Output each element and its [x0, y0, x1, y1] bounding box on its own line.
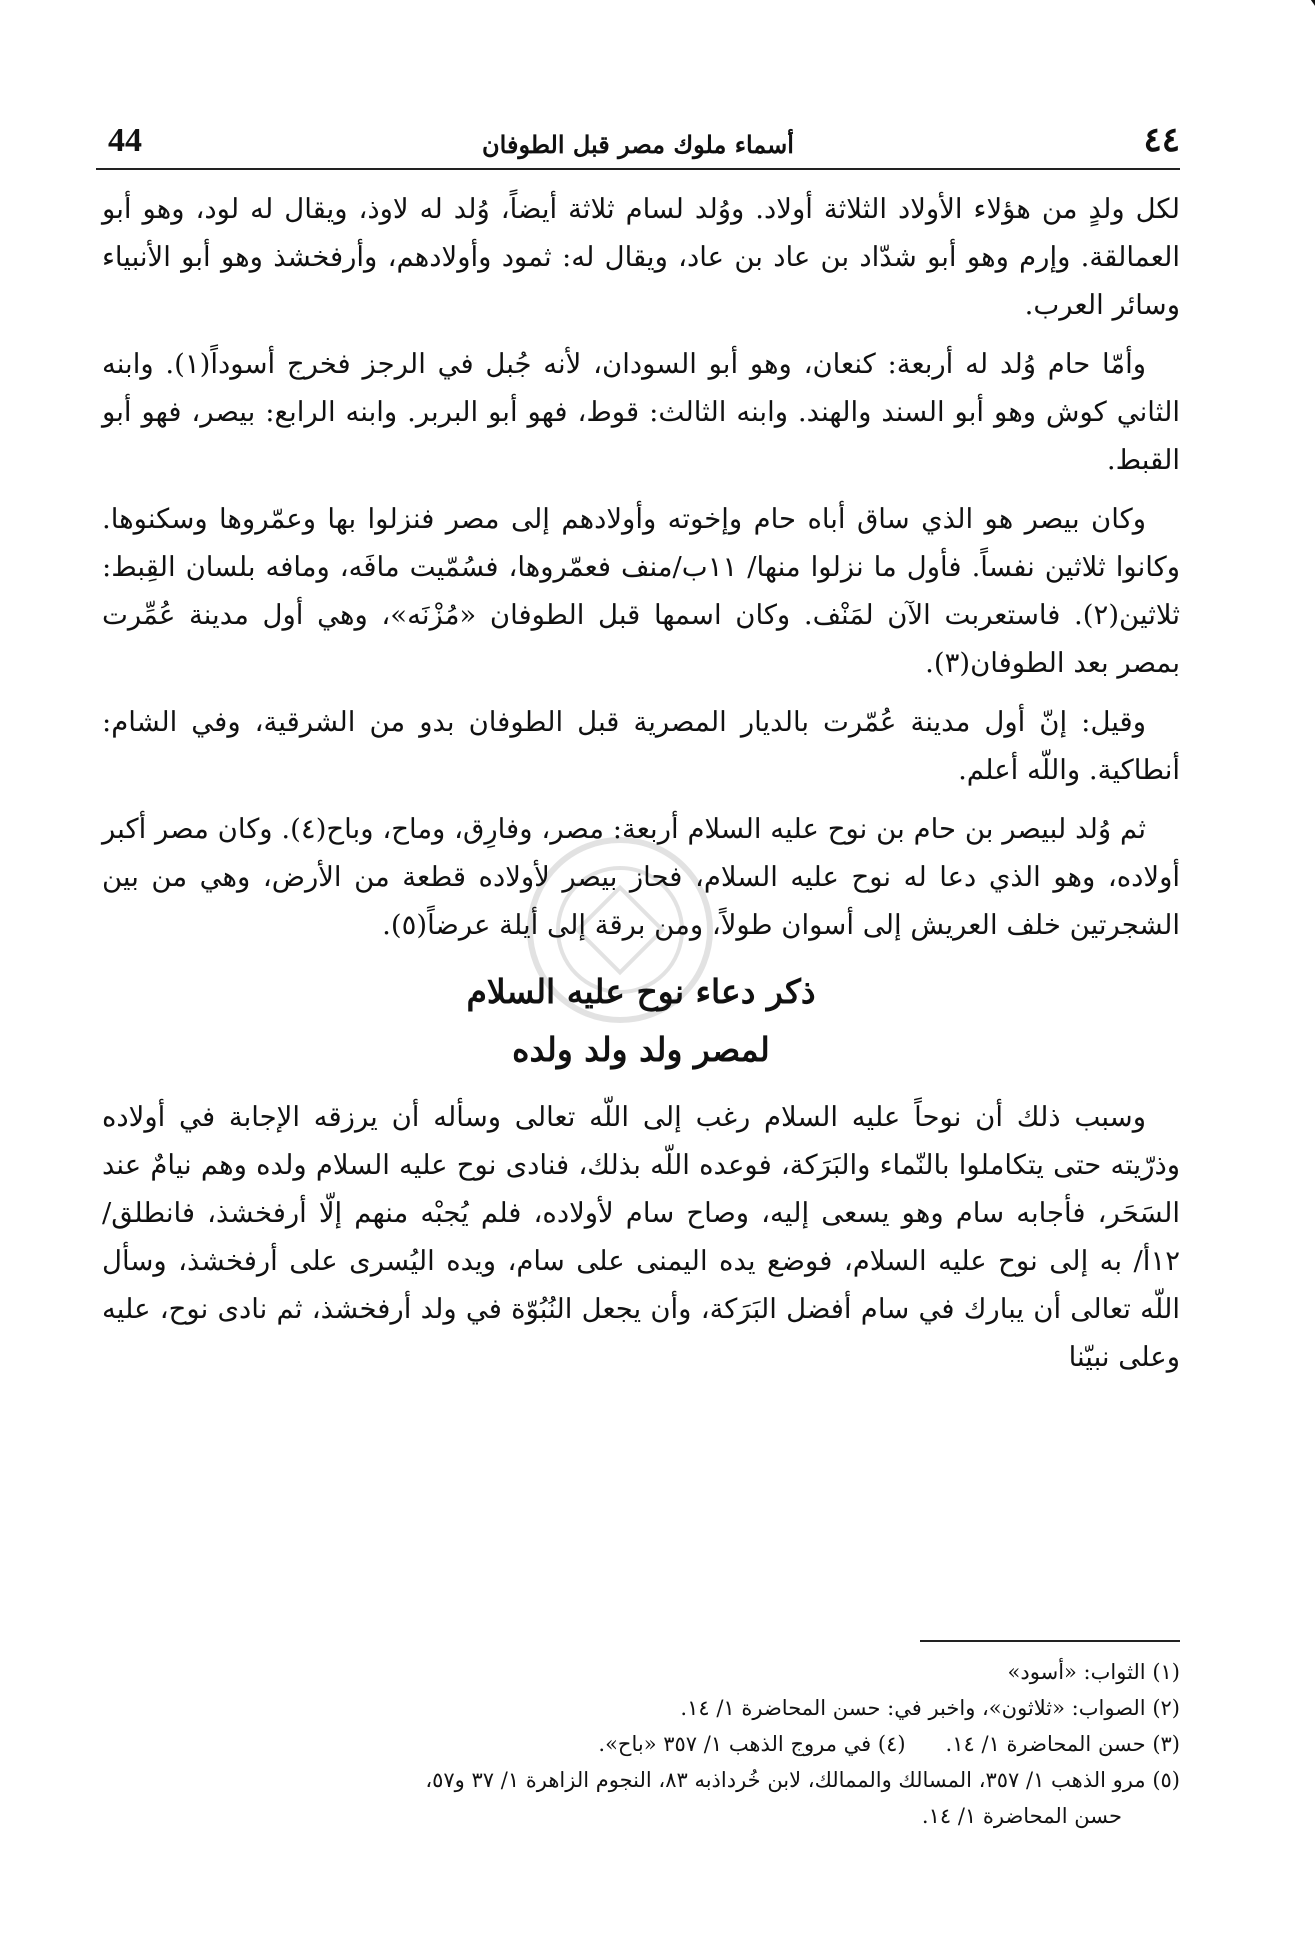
paragraph-2: وأمّا حام وُلد له أربعة: كنعان، وهو أبو السودان، لأنه جُبل في الرجز فخرج أسوداً(١). وابنه الثاني كوش وهو أبو السند والهند. وابنه الثالث: قوط، فهو أبو البربر. وابنه الرابع: بيصر، فهو أبو القبط. [102, 348, 1180, 476]
paragraph-5: ثم وُلد لبيصر بن حام بن نوح عليه السلام أربعة: مصر، وفارِق، وماح، وباح(٤). وكان مصر أكبر أولاده، وهو الذي دعا له نوح عليه السلام، فحاز بيصر لأولاده قطعة من الأرض، وهي من بين الشجرتين خلف العريش إلى أسوان طولاً، ومن برقة إلى أيلة عرضاً(٥). [102, 813, 1180, 941]
footnote-4: (٤) في مروج الذهب ١/ ٣٥٧ «باح». [598, 1732, 906, 1756]
footnote-3: (٣) حسن المحاضرة ١/ ١٤. [945, 1732, 1180, 1756]
main-text [102, 185, 1180, 1392]
section-heading [102, 963, 1180, 1079]
footnotes [102, 1640, 1180, 1834]
section-heading-line-1: ذكر دعاء نوح عليه السلام [466, 972, 816, 1011]
paragraph-3: وكان بيصر هو الذي ساق أباه حام وإخوته وأولادهم إلى مصر فنزلوا بها وعمّروها وسكنوها. وكانوا ثلاثين نفساً. فأول ما نزلوا منها/ ١١ب/منف فعمّروها، فسُمّيت مافَه، ومافه بلسان القِبط: ثلاثين(٢). فاستعربت الآن لمَنْف. وكان اسمها قبل الطوفان «مُزْنَه»، وهي أول مدينة عُمِّرت بمصر بعد الطوفان(٣). [102, 503, 1180, 679]
footnote-2: (٢) الصواب: «ثلاثون»، واخبر في: حسن المحاضرة ١/ ١٤. [680, 1696, 1180, 1720]
running-title: أسماء ملوك مصر قبل الطوفان [482, 130, 794, 159]
section-heading-line-2: لمصر ولد ولد ولده [512, 1030, 770, 1069]
page-number-arabic: ٤٤ [1143, 120, 1180, 160]
section-body: وسبب ذلك أن نوحاً عليه السلام رغب إلى اللّه تعالى وسأله أن يرزقه الإجابة في أولاده وذرّيته حتى يتكاملوا بالنّماء والبَرَكة، فوعده اللّه بذلك، فنادى نوح عليه السلام ولده وهم نيامٌ عند السَحَر، فأجابه سام وهو يسعى إليه، وصاح سام لأولاده، فلم يُجبْه منهم إلّا أرفخشذ، فانطلق/ ١٢أ/ به إلى نوح عليه السلام، فوضع يده اليمنى على سام، ويده اليُسرى على أرفخشذ، وسأل اللّه تعالى أن يبارك في سام أفضل البَرَكة، وأن يجعل النُبُوّة في ولد أرفخشذ، ثم نادى نوح، عليه وعلى نبيّنا [102, 1101, 1180, 1373]
page-header [96, 118, 1180, 170]
paragraph-4: وقيل: إنّ أول مدينة عُمّرت بالديار المصرية قبل الطوفان بدو من الشرقية، وفي الشام: أنطاكية. واللّه أعلم. [102, 706, 1180, 786]
scan-corner-mark [1279, 0, 1315, 46]
footnote-5-continued: حسن المحاضرة ١/ ١٤. [921, 1804, 1122, 1828]
footnote-rule [920, 1640, 1180, 1642]
paragraph-1: لكل ولدٍ من هؤلاء الأولاد الثلاثة أولاد. ووُلد لسام ثلاثة أيضاً، وُلد له لاوذ، ويقال له لود، وهو أبو العمالقة. وإرم وهو أبو شدّاد بن عاد بن عاد، ويقال له: ثمود وأولادهم، وأرفخشذ وهو أبو الأنبياء وسائر العرب. [102, 193, 1180, 321]
page-number-latin: 44 [108, 122, 142, 159]
footnote-5: (٥) مرو الذهب ١/ ٣٥٧، المسالك والممالك، لابن خُرداذبه ٨٣، النجوم الزاهرة ١/ ٣٧ و٥٧، [425, 1768, 1180, 1792]
footnote-1: (١) الثواب: «أسود» [1007, 1660, 1180, 1684]
footnote-row-3-4 [102, 1726, 1180, 1762]
